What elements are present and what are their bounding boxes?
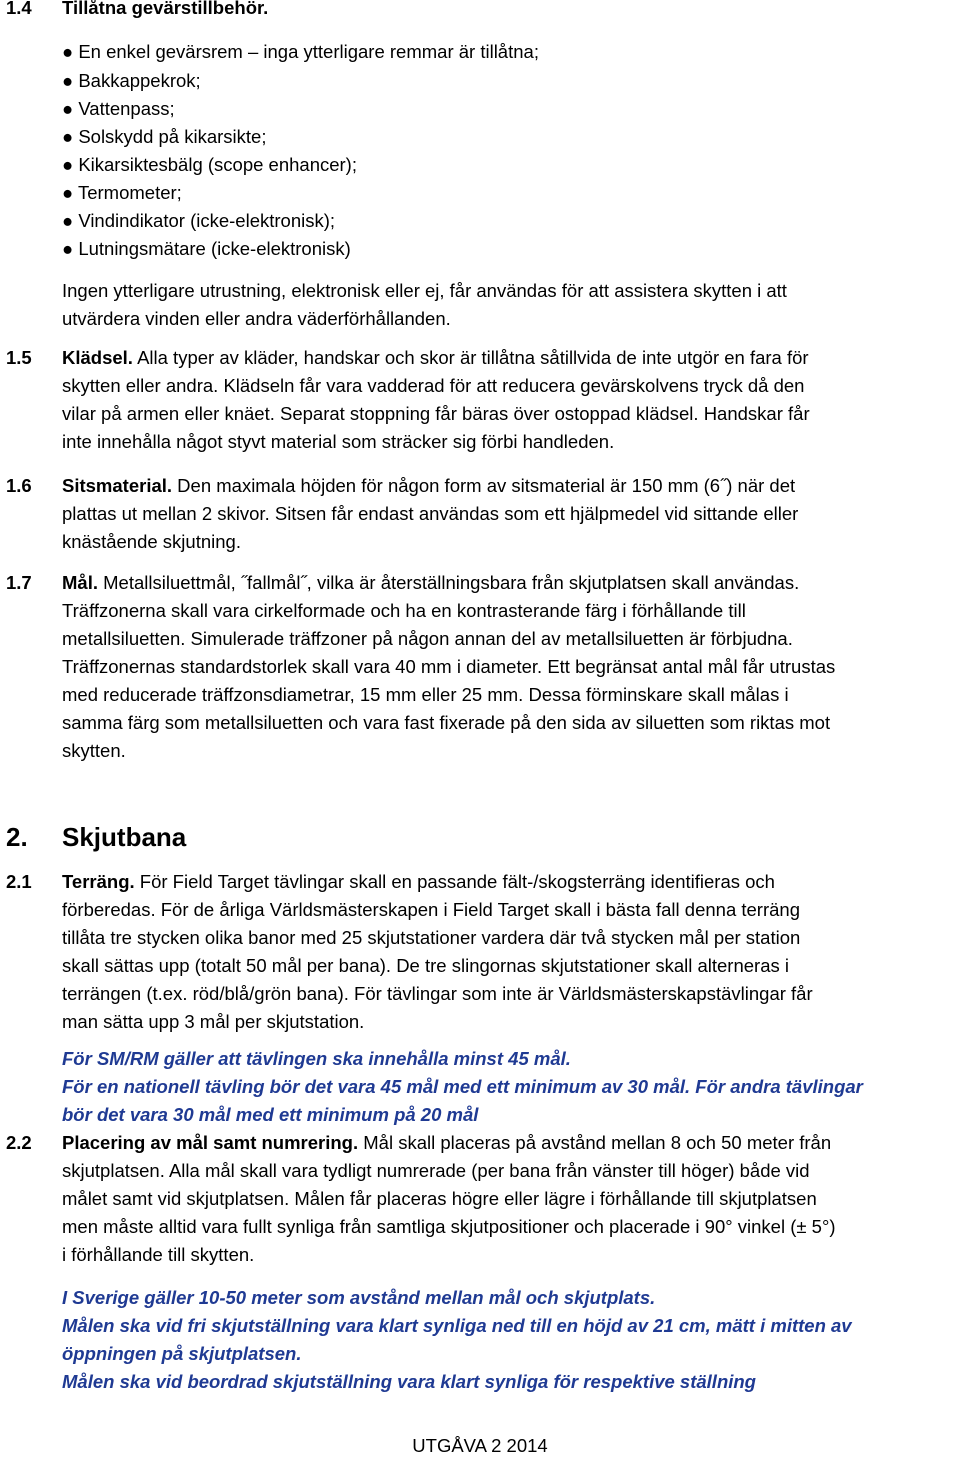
list-item: ● Lutningsmätare (icke-elektronisk) [62,238,351,259]
section-title: Klädsel. [62,347,133,368]
paragraph-line [62,569,799,597]
section-text: Metallsiluettmål, ˝fallmål˝, vilka är återställningsbara från skjutplatsen skall användas. [97,572,800,593]
page-footer: UTGÅVA 2 2014 [412,1435,548,1456]
section-number: 2.1 [6,871,32,892]
section-text: För Field Target tävlingar skall en passande fält-/skogsterräng identifieras och [134,871,775,892]
note-line: För SM/RM gäller att tävlingen ska innehålla minst 45 mål. [62,1048,571,1069]
paragraph-line [62,472,795,500]
paragraph-line: metallsiluetten. Simulerade träffzoner på någon annan del av metallsiluetten är förbjudna. [62,628,793,649]
paragraph-line [62,868,775,896]
note-line: För en nationell tävling bör det vara 45 mål med ett minimum av 30 mål. För andra tävlingar [62,1076,863,1097]
list-item: ● Vattenpass; [62,98,175,119]
chapter-title: Skjutbana [62,822,187,852]
section-text: Mål skall placeras på avstånd mellan 8 och 50 meter från [358,1132,832,1153]
paragraph-line: Träffzonernas standardstorlek skall vara 40 mm i diameter. Ett begränsat antal mål får utrustas [62,656,836,677]
section-text: Alla typer av kläder, handskar och skor är tillåtna såtillvida de inte utgör en fara för [132,347,809,368]
section-number: 1.5 [6,347,32,368]
section-title: Mål. [62,572,98,593]
list-item: ● Termometer; [62,182,182,203]
paragraph-line: vilar på armen eller knäet. Separat stoppning får bäras över ostoppad klädsel. Handskar får [62,403,810,424]
section-text: Den maximala höjden för någon form av sitsmaterial är 150 mm (6˝) när det [172,475,796,496]
note-line: bör det vara 30 mål med ett minimum på 20 mål [62,1104,479,1125]
paragraph-line [62,1129,831,1157]
paragraph-line: med reducerade träffzonsdiametrar, 15 mm eller 25 mm. Dessa förminskare skall målas i [62,684,789,705]
chapter-number: 2. [6,822,28,852]
paragraph-line: terrängen (t.ex. röd/blå/grön bana). För tävlingar som inte är Världsmästerskapstävlingar får [62,983,813,1004]
paragraph-line: samma färg som metallsiluetten och vara fast fixerade på den sida av siluetten som riktas mot [62,712,831,733]
paragraph-line: men måste alltid vara fullt synliga från samtliga skjutpositioner och placerade i 90° vinkel (± 5°) [62,1216,836,1237]
paragraph-line: inte innehålla något styvt material som sträcker sig förbi handleden. [62,431,615,452]
section-title: Terräng. [62,871,135,892]
list-item: ● Solskydd på kikarsikte; [62,126,267,147]
note-line: öppningen på skjutplatsen. [62,1343,302,1364]
section-number: 1.6 [6,475,32,496]
section-title: Placering av mål samt numrering. [62,1132,359,1153]
section-title: Tillåtna gevärstillbehör. [62,0,269,18]
paragraph-line: Ingen ytterligare utrustning, elektronisk eller ej, får användas för att assistera skytten i att [62,280,787,301]
section-number: 1.4 [6,0,32,18]
paragraph-line: man sätta upp 3 mål per skjutstation. [62,1011,365,1032]
section-number: 1.7 [6,572,32,593]
list-item: ● Kikarsiktesbälg (scope enhancer); [62,154,357,175]
paragraph-line [62,344,809,372]
paragraph-line: utvärdera vinden eller andra väderförhållanden. [62,308,451,329]
paragraph-line: förberedas. För de årliga Världsmästerskapen i Field Target skall i bästa fall denna terräng [62,899,800,920]
paragraph-line: skytten eller andra. Klädseln får vara vadderad för att reducera gevärskolvens tryck då den [62,375,805,396]
list-item: ● Vindindikator (icke-elektronisk); [62,210,336,231]
section-title: Sitsmaterial. [62,475,173,496]
paragraph-line: Träffzonerna skall vara cirkelformade och ha en kontrasterande färg i förhållande till [62,600,746,621]
paragraph-line: skall sättas upp (totalt 50 mål per bana). De tre slingornas skjutstationer skall alterneras i [62,955,789,976]
paragraph-line: skjutplatsen. Alla mål skall vara tydligt numrerade (per bana från vänster till höger) både vid [62,1160,810,1181]
paragraph-line: tillåta tre stycken olika banor med 25 skjutstationer vardera där två stycken mål per station [62,927,801,948]
note-line: I Sverige gäller 10-50 meter som avstånd mellan mål och skjutplats. [62,1287,656,1308]
paragraph-line: i förhållande till skytten. [62,1244,255,1265]
section-number: 2.2 [6,1132,32,1153]
paragraph-line: målet samt vid skjutplatsen. Målen får placeras högre eller lägre i förhållande till skjutplatsen [62,1188,817,1209]
paragraph-line: plattas ut mellan 2 skivor. Sitsen får endast användas som ett hjälpmedel vid sittande eller [62,503,799,524]
paragraph-line: skytten. [62,740,126,761]
list-item: ● Bakkappekrok; [62,70,201,91]
note-line: Målen ska vid beordrad skjutställning vara klart synliga för respektive ställning [62,1371,756,1392]
note-line: Målen ska vid fri skjutställning vara klart synliga ned till en höjd av 21 cm, mätt i mitten av [62,1315,852,1336]
paragraph-line: knästående skjutning. [62,531,241,552]
list-item: ● En enkel gevärsrem – inga ytterligare remmar är tillåtna; [62,41,539,62]
